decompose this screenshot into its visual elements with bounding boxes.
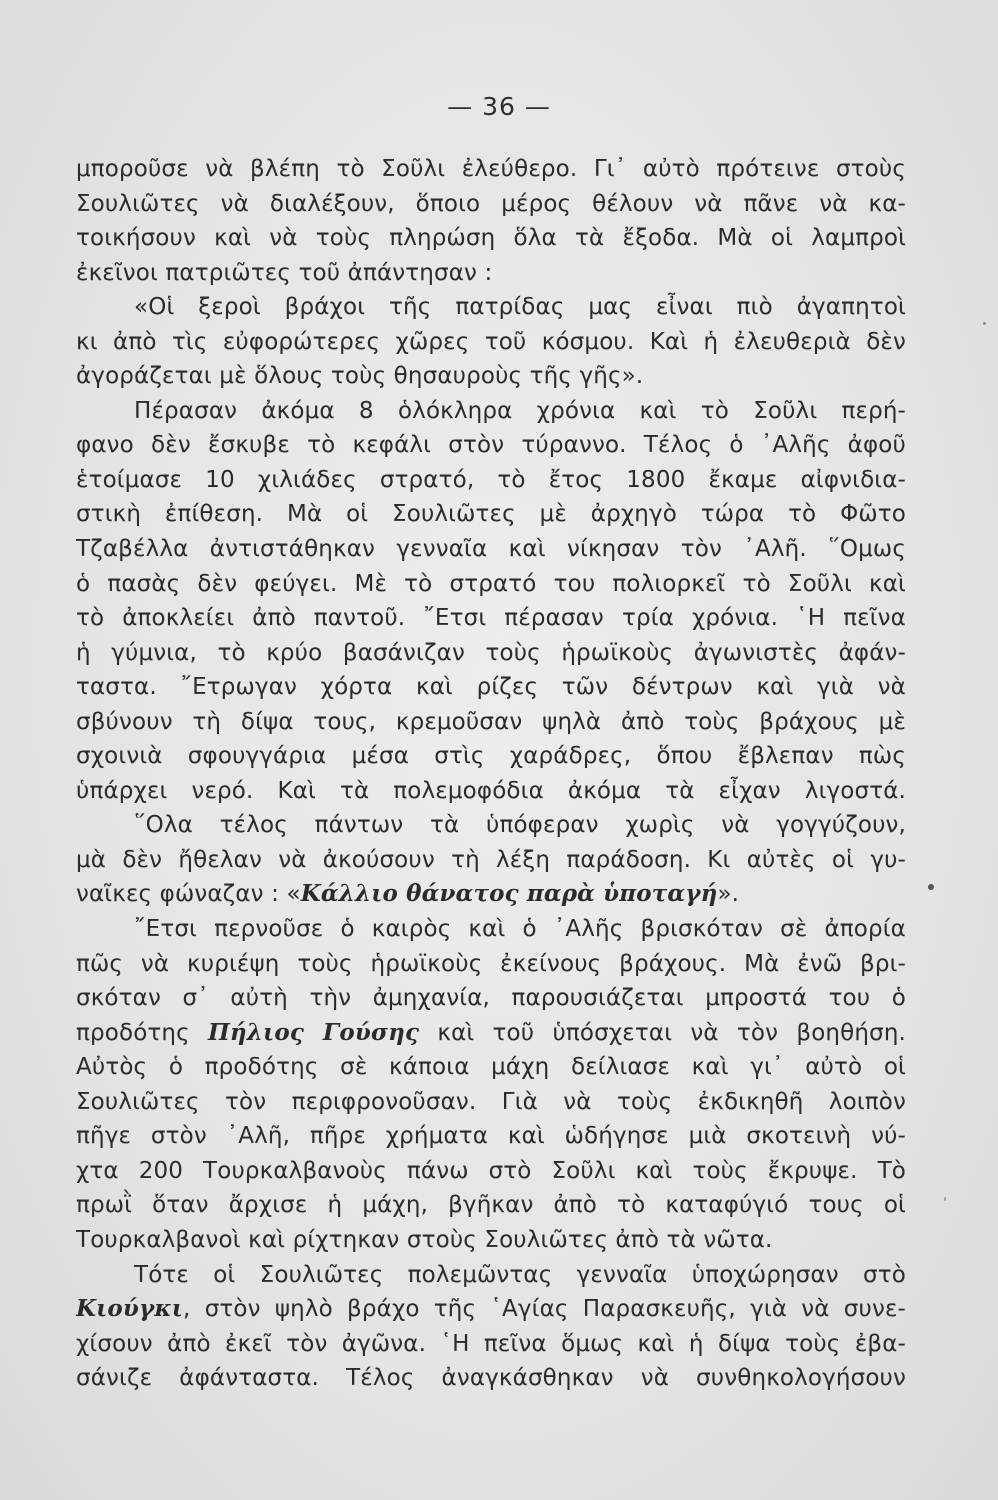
paper-speck (983, 322, 986, 325)
text-line: ῞Ολα τέλος πάντων τὰ ὑπόφεραν χωρὶς νὰ γογγύζουν, (134, 812, 906, 839)
text-line: Τζαβέλλα ἀντιστάθηκαν γενναῖα καὶ νίκησαν τὸν ᾿Αλῆ. ῞Ομως (76, 536, 906, 563)
text-line-with-name (76, 1016, 906, 1051)
text-line: μὰ δὲν ἤθελαν νὰ ἀκούσουν τὴ λέξη παράδοση. Κι αὐτὲς οἱ γυ- (76, 846, 906, 873)
text-line: ἐκεῖνοι πατριῶτες τοῦ ἀπάντησαν : (76, 259, 493, 286)
text-line: χίσουν ἀπὸ ἐκεῖ τὸν ἀγῶνα. ῾Η πεῖνα ὅμως καὶ ἡ δίψα τοὺς ἐβα- (76, 1330, 906, 1357)
text-line: σχοινιὰ σφουγγάρια μέσα στὶς χαράδρες, ὅπου ἔβλεπαν πὼς (76, 743, 906, 770)
text-line: σάνιζε ἀφάνταστα. Τέλος ἀναγκάσθηκαν νὰ συνθηκολογήσουν (76, 1365, 906, 1392)
text-run: καὶ τοῦ ὑπόσχεται νὰ τὸν βοηθήση. (419, 1019, 906, 1046)
text-line: τοικήσουν καὶ νὰ τοὺς πληρώση ὅλα τὰ ἔξοδα. Μὰ οἱ λαμπροὶ (76, 225, 906, 252)
text-line: «Οἱ ξεροὶ βράχοι τῆς πατρίδας μας εἶναι πιὸ ἀγαπητοὶ (134, 294, 906, 321)
text-line: Αὐτὸς ὁ προδότης σὲ κάποια μάχη δείλιασε καὶ γι᾽ αὐτὸ οἱ (76, 1054, 906, 1081)
text-line: στικὴ ἐπίθεση. Μὰ οἱ Σουλιῶτες μὲ ἀρχηγὸ τώρα τὸ Φῶτο (76, 501, 906, 528)
text-line-with-place (76, 1292, 906, 1327)
text-line: ὁ πασὰς δὲν φεύγει. Μὲ τὸ στρατό του πολιορκεῖ τὸ Σοῦλι καὶ (76, 570, 906, 597)
text-line: ταστα. ῎Ετρωγαν χόρτα καὶ ρίζες τῶν δέντρων καὶ γιὰ νὰ (76, 674, 906, 701)
text-line: ἀγοράζεται μὲ ὅλους τοὺς θησαυροὺς τῆς γῆς». (76, 363, 644, 390)
text-run: , στὸν ψηλὸ βράχο τῆς ῾Αγίας Παρασκευῆς, γιὰ νὰ συνε- (183, 1296, 906, 1323)
paper-speck (928, 884, 934, 890)
emphasized-name: Πήλιος Γούσης (208, 1018, 420, 1046)
paper-speck (944, 1197, 946, 1201)
text-line-with-quote (76, 877, 906, 912)
text-line: Σουλιῶτες τὸν περιφρονοῦσαν. Γιὰ νὰ τοὺς ἐκδικηθῆ λοιπὸν (76, 1088, 906, 1115)
text-line: μποροῦσε νὰ βλέπη τὸ Σοῦλι ἐλεύθερο. Γι᾽ αὐτὸ πρότεινε στοὺς (76, 156, 906, 182)
text-line: πῆγε στὸν ᾿Αλῆ, πῆρε χρήματα καὶ ὡδήγησε μιὰ σκοτεινὴ νύ- (76, 1123, 906, 1150)
text-run: προδότης (76, 1019, 209, 1046)
text-line: ἑτοίμασε 10 χιλιάδες στρατό, τὸ ἔτος 1800 ἔκαμε αἰφνιδια- (76, 466, 906, 493)
emphasized-quote: Κάλλιο θάνατος παρὰ ὑποταγή (300, 880, 718, 908)
text-line: σβύνουν τὴ δίψα τους, κρεμοῦσαν ψηλὰ ἀπὸ τοὺς βράχους μὲ (76, 708, 906, 735)
text-line: ὑπάρχει νερό. Καὶ τὰ πολεμοφόδια ἀκόμα τὰ εἶχαν λιγοστά. (76, 777, 906, 804)
page-number: — 36 — (447, 92, 551, 121)
text-line: χτα 200 Τουρκαλβανοὺς πάνω στὸ Σοῦλι καὶ τοὺς ἔκρυψε. Τὸ (76, 1157, 906, 1184)
text-line: φανο δὲν ἔσκυβε τὸ κεφάλι στὸν τύραννο. Τέλος ὁ ᾿Αλῆς ἀφοῦ (76, 432, 906, 459)
text-line: Τότε οἱ Σουλιῶτες πολεμῶντας γενναῖα ὑποχώρησαν στὸ (134, 1261, 906, 1288)
text-run: ». (717, 881, 740, 908)
text-line: σκόταν σ᾽ αὐτὴ τὴν ἀμηχανία, παρουσιάζεται μπροστά του ὁ (76, 985, 906, 1012)
text-line: ῎Ετσι περνοῦσε ὁ καιρὸς καὶ ὁ ᾿Αλῆς βρισκόταν σὲ ἀπορία (134, 916, 906, 943)
text-line: τὸ ἀποκλείει ἀπὸ παντοῦ. ῎Ετσι πέρασαν τρία χρόνια. ῾Η πεῖνα (76, 605, 906, 632)
text-line: Σουλιῶτες νὰ διαλέξουν, ὅποιο μέρος θέλουν νὰ πᾶνε νὰ κα- (76, 190, 906, 217)
text-line: πῶς νὰ κυριέψη τοὺς ἡρωϊκοὺς ἐκείνους βράχους. Μὰ ἐνῶ βρι- (76, 950, 906, 977)
body-text (76, 152, 906, 1396)
text-line: ἡ γύμνια, τὸ κρύο βασάνιζαν τοὺς ἡρωϊκοὺς ἀγωνιστὲς ἀφάν- (76, 639, 906, 666)
text-line: Πέρασαν ἀκόμα 8 ὁλόκληρα χρόνια καὶ τὸ Σοῦλι περή- (134, 397, 906, 424)
text-line: κι ἀπὸ τὶς εὐφορώτερες χῶρες τοῦ κόσμου. Καὶ ἡ ἐλευθεριὰ δὲν (76, 328, 906, 355)
emphasized-place: Κιούγκι (76, 1295, 184, 1323)
text-line: Τουρκαλβανοὶ καὶ ρίχτηκαν στοὺς Σουλιῶτες ἀπὸ τὰ νῶτα. (76, 1226, 773, 1253)
text-line: πρωῒ ὅταν ἄρχισε ἡ μάχη, βγῆκαν ἀπὸ τὸ καταφύγιό τους οἱ (76, 1192, 906, 1219)
text-run: ναῖκες φώναζαν : « (76, 881, 301, 908)
